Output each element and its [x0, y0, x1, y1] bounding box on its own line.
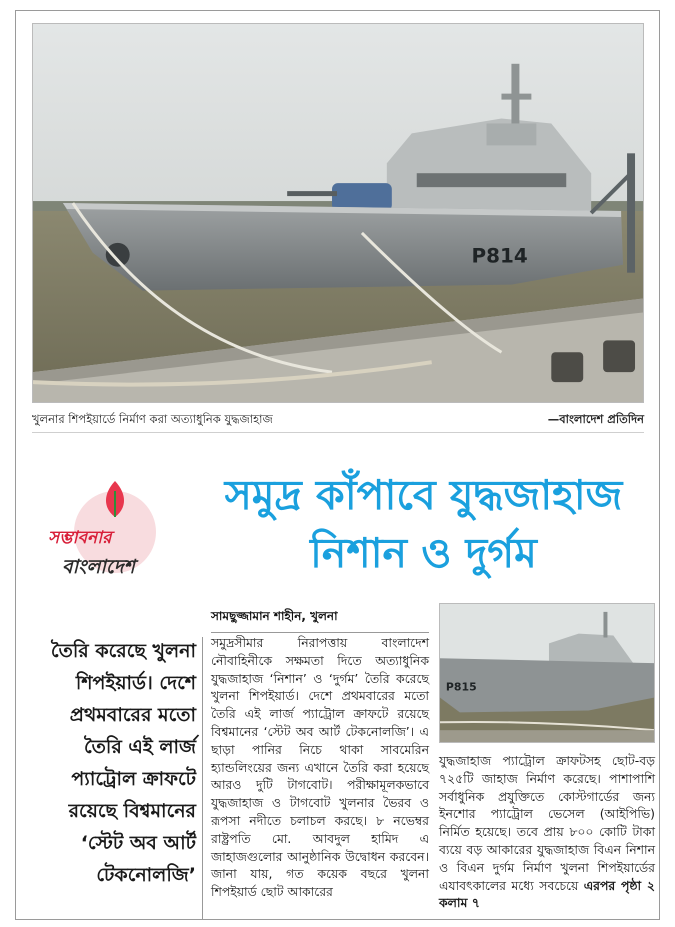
column-divider	[202, 637, 203, 919]
newspaper-clipping	[15, 10, 660, 920]
photo-caption: খুলনার শিপইয়ার্ডে নির্মাণ করা অত্যাধুনিক যুদ্ধজাহাজ	[32, 412, 273, 426]
headline-line-1: সমুদ্র কাঁপাবে যুদ্ধজাহাজ	[224, 471, 623, 519]
body-column-2-text: যুদ্ধজাহাজ প্যাট্রোল ক্রাফটসহ ছোট-বড় ৭২৫টি জাহাজ নির্মাণ করেছে। পাশাপাশি সর্বাধুনিক প্রযুক্তিতে কোস্টগার্ডের জন্য ইনশোর প্যাট্রোল ভেসেল (আইপিভি) নির্মিত হয়েছে। তবে প্রায় ৮০০ কোটি টাকা ব্যয়ে বড় আকারের যুদ্ধজাহাজ বিএন নিশান ও বিএন দুর্গম নির্মাণ খুলনা শিপইয়ার্ডের এযাবৎকালের মধ্যে সবচেয়ে	[439, 753, 655, 893]
headline-line-2: নিশান ও দুর্গম	[310, 529, 537, 577]
inset-warship-illustration	[440, 604, 654, 742]
leaf-icon	[98, 479, 132, 519]
pull-quote: তৈরি করেছে খুলনা শিপইয়ার্ড। দেশে প্রথমবারের মতো তৈরি এই লার্জ প্যাট্রোল ক্রাফটে রয়েছে বিশ্বমানের ‘স্টেট অব আর্ট টেকনোলজি’	[50, 640, 196, 886]
logo-text-top: সম্ভাবনার	[48, 528, 112, 548]
hull-number-p814: P814	[471, 244, 528, 268]
hull-number-p815: P815	[445, 680, 477, 694]
body-column-2	[439, 752, 655, 912]
warship-photo	[32, 23, 644, 403]
photo-caption-row	[32, 409, 644, 433]
sombhabonar-bangladesh-logo	[38, 481, 188, 591]
inset-warship-photo	[439, 603, 655, 743]
photo-credit: —বাংলাদেশ প্রতিদিন	[547, 412, 644, 426]
continuation-jump: এরপর পৃষ্ঠা ২ কলাম ৭	[439, 877, 655, 911]
logo-text-bottom: বাংলাদেশ	[62, 556, 135, 578]
warship-illustration	[33, 24, 643, 402]
byline: সামছুজ্জামান শাহীন, খুলনা	[211, 608, 429, 633]
headline	[196, 466, 651, 582]
body-column-1: সমুদ্রসীমার নিরাপত্তায় বাংলাদেশ নৌবাহিনীকে সক্ষমতা দিতে অত্যাধুনিক যুদ্ধজাহাজ ‘নিশান’ ও ‘দুর্গম’ তৈরি করেছে খুলনা শিপইয়ার্ড। দেশে প্রথমবারের মতো তৈরি এই লার্জ প্যাট্রোল ক্রাফটে রয়েছে বিশ্বমানের ‘স্টেট অব আর্ট টেকনোলজি’। এ ছাড়া পানির নিচে থাকা সাবমেরিন হ্যান্ডলিংয়ের জন্য এখানে তৈরি করা হয়েছে আরও দুটি টাগবোট। পরীক্ষামূলকভাবে যুদ্ধজাহাজ ও টাগবোট খুলনার ভৈরব ও রূপসা নদীতে চলাচল করছে। ৮ নভেম্বর রাষ্ট্রপতি মো. আবদুল হামিদ এ জাহাজগুলোর আনুষ্ঠানিক উদ্বোধন করবেন। জানা যায়, গত কয়েক বছরে খুলনা শিপইয়ার্ড ছোট আকারের	[211, 635, 429, 900]
